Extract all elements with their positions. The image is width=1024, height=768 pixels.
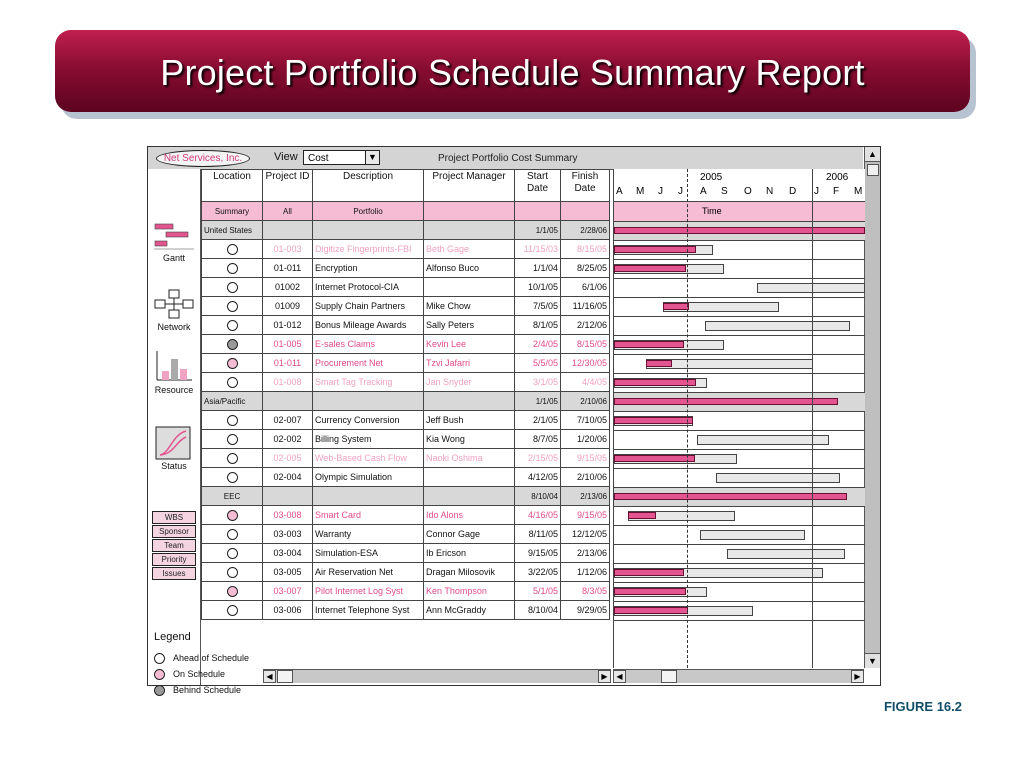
- gantt-progress[interactable]: [614, 379, 696, 386]
- cell-description: Currency Conversion: [313, 411, 424, 430]
- ahead-status-icon: [154, 653, 165, 664]
- table-row[interactable]: [202, 240, 610, 259]
- cell-description: Warranty: [313, 525, 424, 544]
- ahead-status-icon: [227, 282, 238, 293]
- cell-description: Olympic Simulation: [313, 468, 424, 487]
- legend-on: [154, 669, 225, 680]
- gantt-progress[interactable]: [614, 246, 696, 253]
- cell-start: 8/7/05: [515, 430, 561, 449]
- slide-title: Project Portfolio Schedule Summary Report: [160, 52, 865, 93]
- gantt-row[interactable]: [614, 545, 865, 564]
- cell-finish: 9/15/05: [561, 506, 610, 525]
- cell-description: Supply Chain Partners: [313, 297, 424, 316]
- ahead-status-icon: [227, 377, 238, 388]
- cell-id: 01-008: [263, 373, 313, 392]
- gantt-row[interactable]: [614, 602, 865, 621]
- on-schedule-status-icon: [227, 510, 238, 521]
- group-row-eec[interactable]: [202, 487, 610, 506]
- group-finish: 2/28/06: [561, 221, 610, 240]
- cell-finish: 2/13/06: [561, 544, 610, 563]
- month-label: M: [854, 186, 863, 197]
- cell-start: 10/1/05: [515, 278, 561, 297]
- col-description[interactable]: Description: [313, 170, 424, 202]
- gantt-row[interactable]: [614, 374, 865, 393]
- scroll-right-icon[interactable]: ▶: [598, 670, 611, 683]
- gantt-bar[interactable]: [700, 530, 805, 540]
- gantt-bar[interactable]: [757, 283, 865, 293]
- cell-start: 1/1/04: [515, 259, 561, 278]
- ahead-status-icon: [227, 415, 238, 426]
- time-label: Time: [702, 206, 722, 216]
- view-select[interactable]: Cost: [303, 150, 379, 165]
- gantt-row[interactable]: [614, 450, 865, 469]
- on-schedule-status-icon: [227, 586, 238, 597]
- scroll-left-icon[interactable]: ◀: [613, 670, 626, 683]
- year-2005-label: 2005: [700, 172, 723, 183]
- group-row-asia[interactable]: [202, 392, 610, 411]
- scroll-thumb[interactable]: [661, 670, 677, 683]
- cell-manager: [424, 468, 515, 487]
- table-row[interactable]: [202, 316, 610, 335]
- cell-id: 01-003: [263, 240, 313, 259]
- cell-id: 03-007: [263, 582, 313, 601]
- status-view-label[interactable]: Status: [161, 461, 187, 471]
- cell-finish: 1/12/06: [561, 563, 610, 582]
- cell-description: Digitize Fingerprints-FBI: [313, 240, 424, 259]
- legend-ahead-label: Ahead of Schedule: [173, 653, 250, 663]
- cell-start: 3/22/05: [515, 563, 561, 582]
- ahead-status-icon: [227, 320, 238, 331]
- cell-start: 4/16/05: [515, 506, 561, 525]
- group-location: United States: [202, 221, 263, 240]
- col-project-id[interactable]: Project ID: [263, 170, 313, 202]
- resource-view-label[interactable]: Resource: [154, 385, 194, 395]
- cell-id: 01002: [263, 278, 313, 297]
- group-finish: 2/13/06: [561, 487, 610, 506]
- ahead-status-icon: [227, 453, 238, 464]
- ahead-status-icon: [227, 605, 238, 616]
- year-2006-label: 2006: [826, 172, 849, 183]
- month-label: J: [658, 186, 663, 197]
- month-label: F: [833, 186, 840, 197]
- portfolio-table: [201, 169, 610, 620]
- group-location: Asia/Pacific: [202, 392, 263, 411]
- cell-id: 03-005: [263, 563, 313, 582]
- cell-id: 01009: [263, 297, 313, 316]
- cell-manager: Ann McGraddy: [424, 601, 515, 620]
- cell-start: 3/1/05: [515, 373, 561, 392]
- gantt-progress[interactable]: [646, 360, 672, 367]
- gantt-progress[interactable]: [614, 417, 693, 424]
- group-row-us[interactable]: [202, 221, 610, 240]
- cell-id: 03-004: [263, 544, 313, 563]
- timeline-header: [614, 169, 865, 202]
- cell-id: 03-008: [263, 506, 313, 525]
- cell-start: 8/11/05: [515, 525, 561, 544]
- cell-id: 02-004: [263, 468, 313, 487]
- gantt-row[interactable]: [614, 469, 865, 488]
- cell-description: Internet Protocol-CIA: [313, 278, 424, 297]
- month-label: A: [616, 186, 623, 197]
- tab-wbs[interactable]: WBS: [152, 511, 196, 524]
- cell-description: Smart Card: [313, 506, 424, 525]
- ahead-status-icon: [227, 529, 238, 540]
- col-manager[interactable]: Project Manager: [424, 170, 515, 202]
- gantt-row[interactable]: [614, 583, 865, 602]
- gantt-row[interactable]: [614, 317, 865, 336]
- cell-manager: Sally Peters: [424, 316, 515, 335]
- gantt-progress[interactable]: [614, 341, 684, 348]
- cell-finish: 9/15/05: [561, 449, 610, 468]
- gantt-row[interactable]: [614, 222, 865, 241]
- ahead-status-icon: [227, 244, 238, 255]
- gantt-row[interactable]: [614, 336, 865, 355]
- month-label: J: [814, 186, 819, 197]
- cell-manager: Jan Snyder: [424, 373, 515, 392]
- gantt-row[interactable]: [614, 564, 865, 583]
- gantt-row[interactable]: [614, 526, 865, 545]
- cell-manager: Connor Gage: [424, 525, 515, 544]
- table-row[interactable]: [202, 373, 610, 392]
- company-logo[interactable]: Net Services, Inc.: [156, 150, 250, 167]
- summary-description: Portfolio: [313, 202, 424, 221]
- cell-id: 01-005: [263, 335, 313, 354]
- cell-description: Pilot Internet Log Syst: [313, 582, 424, 601]
- ahead-status-icon: [227, 548, 238, 559]
- col-start[interactable]: Start Date: [515, 170, 561, 202]
- gantt-bar[interactable]: [705, 321, 850, 331]
- timeline-horizontal-scrollbar[interactable]: [613, 669, 864, 683]
- cell-finish: 2/10/06: [561, 468, 610, 487]
- table-row[interactable]: [202, 525, 610, 544]
- ahead-status-icon: [227, 301, 238, 312]
- cell-start: 11/15/03: [515, 240, 561, 259]
- group-start: 1/1/05: [515, 221, 561, 240]
- cell-id: 01-011: [263, 259, 313, 278]
- gantt-timeline: [613, 169, 865, 668]
- cell-description: Encryption: [313, 259, 424, 278]
- today-line: [687, 169, 688, 668]
- month-label: O: [744, 186, 752, 197]
- network-view-icon[interactable]: [154, 289, 194, 319]
- ahead-status-icon: [227, 472, 238, 483]
- cell-description: Bonus Mileage Awards: [313, 316, 424, 335]
- cell-finish: 8/25/05: [561, 259, 610, 278]
- cell-finish: 12/12/05: [561, 525, 610, 544]
- gantt-progress[interactable]: [663, 303, 689, 310]
- cell-manager: Alfonso Buco: [424, 259, 515, 278]
- cell-id: 03-006: [263, 601, 313, 620]
- cell-finish: 1/20/06: [561, 430, 610, 449]
- view-label: View: [274, 151, 298, 163]
- table-row[interactable]: [202, 411, 610, 430]
- cell-start: 2/4/05: [515, 335, 561, 354]
- cell-id: 02-005: [263, 449, 313, 468]
- group-location: EEC: [202, 487, 263, 506]
- on-schedule-status-icon: [227, 358, 238, 369]
- cell-manager: Tzvi Jafarri: [424, 354, 515, 373]
- group-finish: 2/10/06: [561, 392, 610, 411]
- cell-description: Procurement Net: [313, 354, 424, 373]
- timeline-summary-row: [614, 202, 865, 222]
- ahead-status-icon: [227, 567, 238, 578]
- cell-description: Internet Telephone Syst: [313, 601, 424, 620]
- cell-start: 4/12/05: [515, 468, 561, 487]
- cell-start: 9/15/05: [515, 544, 561, 563]
- table-row[interactable]: [202, 582, 610, 601]
- gantt-bar[interactable]: [727, 549, 845, 559]
- group-start: 8/10/04: [515, 487, 561, 506]
- month-label: S: [721, 186, 728, 197]
- gantt-row[interactable]: [614, 355, 865, 374]
- year-divider: [812, 169, 813, 668]
- cell-start: 5/1/05: [515, 582, 561, 601]
- cell-start: 2/15/05: [515, 449, 561, 468]
- gantt-row[interactable]: [614, 507, 865, 526]
- cell-finish: 9/29/05: [561, 601, 610, 620]
- summary-location: Summary: [202, 202, 263, 221]
- cell-manager: Mike Chow: [424, 297, 515, 316]
- cell-manager: Naoki Oshima: [424, 449, 515, 468]
- table-row[interactable]: [202, 297, 610, 316]
- cell-finish: 6/1/06: [561, 278, 610, 297]
- cell-id: 01-012: [263, 316, 313, 335]
- cell-id: 02-007: [263, 411, 313, 430]
- scroll-right-icon[interactable]: ▶: [851, 670, 864, 683]
- gantt-row[interactable]: [614, 241, 865, 260]
- group-start: 1/1/05: [515, 392, 561, 411]
- title-banner: [55, 30, 970, 112]
- cell-description: Simulation-ESA: [313, 544, 424, 563]
- scroll-up-icon[interactable]: ▲: [865, 147, 880, 162]
- month-label: M: [636, 186, 645, 197]
- table-row[interactable]: [202, 468, 610, 487]
- gantt-row[interactable]: [614, 488, 865, 507]
- gantt-bar[interactable]: [614, 398, 838, 405]
- vertical-scrollbar[interactable]: [864, 147, 880, 668]
- cell-manager: Ken Thompson: [424, 582, 515, 601]
- cell-finish: 8/15/05: [561, 335, 610, 354]
- cell-finish: 8/15/05: [561, 240, 610, 259]
- table-header-row: [202, 170, 610, 202]
- ahead-status-icon: [227, 263, 238, 274]
- gantt-progress[interactable]: [614, 569, 684, 576]
- gantt-row[interactable]: [614, 298, 865, 317]
- month-label: N: [766, 186, 774, 197]
- figure-caption: FIGURE 16.2: [883, 699, 962, 714]
- gantt-progress[interactable]: [614, 607, 688, 614]
- col-location[interactable]: Location: [202, 170, 263, 202]
- gantt-row[interactable]: [614, 431, 865, 450]
- table-row[interactable]: [202, 449, 610, 468]
- behind-status-icon: [154, 685, 165, 696]
- report-title: Project Portfolio Cost Summary: [438, 153, 578, 164]
- cell-description: Billing System: [313, 430, 424, 449]
- table-row[interactable]: [202, 354, 610, 373]
- status-view-icon[interactable]: [156, 427, 190, 459]
- legend-ahead: [154, 653, 249, 664]
- cell-description: Web-Based Cash Flow: [313, 449, 424, 468]
- gantt-progress[interactable]: [614, 265, 686, 272]
- cell-start: 2/1/05: [515, 411, 561, 430]
- legend-behind: [154, 685, 241, 696]
- gantt-row[interactable]: [614, 393, 865, 412]
- table-row[interactable]: [202, 601, 610, 620]
- summary-id: All: [263, 202, 313, 221]
- gantt-progress[interactable]: [614, 588, 686, 595]
- cell-manager: Kia Wong: [424, 430, 515, 449]
- cell-finish: 7/10/05: [561, 411, 610, 430]
- table-row[interactable]: [202, 259, 610, 278]
- table-row[interactable]: [202, 544, 610, 563]
- gantt-view-label[interactable]: Gantt: [162, 253, 185, 263]
- cell-description: Air Reservation Net: [313, 563, 424, 582]
- tab-priority[interactable]: Priority: [152, 553, 196, 566]
- month-label: A: [700, 186, 707, 197]
- gantt-row[interactable]: [614, 412, 865, 431]
- cell-finish: 12/30/05: [561, 354, 610, 373]
- scroll-thumb[interactable]: [867, 164, 879, 176]
- cell-start: 8/10/04: [515, 601, 561, 620]
- legend-behind-label: Behind Schedule: [173, 685, 242, 695]
- cell-id: 01-011: [263, 354, 313, 373]
- tab-sponsor[interactable]: Sponsor: [152, 525, 196, 538]
- resource-view-icon[interactable]: [156, 351, 192, 381]
- behind-status-icon: [227, 339, 238, 350]
- scroll-down-icon[interactable]: ▼: [865, 653, 880, 668]
- on-schedule-status-icon: [154, 669, 165, 680]
- gantt-bar[interactable]: [614, 227, 865, 234]
- scroll-thumb[interactable]: [277, 670, 293, 683]
- legend-title: Legend: [154, 631, 191, 643]
- gantt-row[interactable]: [614, 279, 865, 298]
- cell-description: Smart Tag Tracking: [313, 373, 424, 392]
- cell-manager: [424, 278, 515, 297]
- app-toolbar: [148, 147, 863, 170]
- cell-finish: 8/3/05: [561, 582, 610, 601]
- table-row[interactable]: [202, 278, 610, 297]
- tab-issues[interactable]: Issues: [152, 567, 196, 580]
- scroll-left-icon[interactable]: ◀: [263, 670, 276, 683]
- network-view-label[interactable]: Network: [157, 322, 191, 332]
- table-row[interactable]: [202, 563, 610, 582]
- cell-manager: Ib Ericson: [424, 544, 515, 563]
- table-row[interactable]: [202, 430, 610, 449]
- col-finish[interactable]: Finish Date: [561, 170, 610, 202]
- gantt-row[interactable]: [614, 260, 865, 279]
- table-row[interactable]: [202, 335, 610, 354]
- legend-on-label: On Schedule: [173, 669, 226, 679]
- summary-row[interactable]: [202, 202, 610, 221]
- cell-finish: 2/12/06: [561, 316, 610, 335]
- tab-team[interactable]: Team: [152, 539, 196, 552]
- cell-id: 03-003: [263, 525, 313, 544]
- cell-manager: Kevin Lee: [424, 335, 515, 354]
- ahead-status-icon: [227, 434, 238, 445]
- table-horizontal-scrollbar[interactable]: [263, 669, 611, 683]
- gantt-progress[interactable]: [628, 512, 656, 519]
- view-dropdown-arrow-icon[interactable]: ▼: [365, 150, 380, 165]
- cell-start: 7/5/05: [515, 297, 561, 316]
- filter-tabs: [152, 511, 196, 581]
- cell-start: 5/5/05: [515, 354, 561, 373]
- cell-finish: 4/4/05: [561, 373, 610, 392]
- table-row[interactable]: [202, 506, 610, 525]
- gantt-bar[interactable]: [697, 435, 829, 445]
- cell-id: 02-002: [263, 430, 313, 449]
- cell-start: 8/1/05: [515, 316, 561, 335]
- month-label: D: [789, 186, 797, 197]
- cell-manager: Dragan Milosovik: [424, 563, 515, 582]
- cell-manager: Jeff Bush: [424, 411, 515, 430]
- cell-manager: Ido Alons: [424, 506, 515, 525]
- cell-manager: Beth Gage: [424, 240, 515, 259]
- cell-description: E-sales Claims: [313, 335, 424, 354]
- cell-finish: 11/16/05: [561, 297, 610, 316]
- gantt-view-icon[interactable]: [154, 221, 194, 251]
- portfolio-app-window: [147, 146, 881, 695]
- gantt-bar[interactable]: [716, 473, 840, 483]
- month-label: J: [678, 186, 683, 197]
- gantt-progress[interactable]: [614, 455, 695, 462]
